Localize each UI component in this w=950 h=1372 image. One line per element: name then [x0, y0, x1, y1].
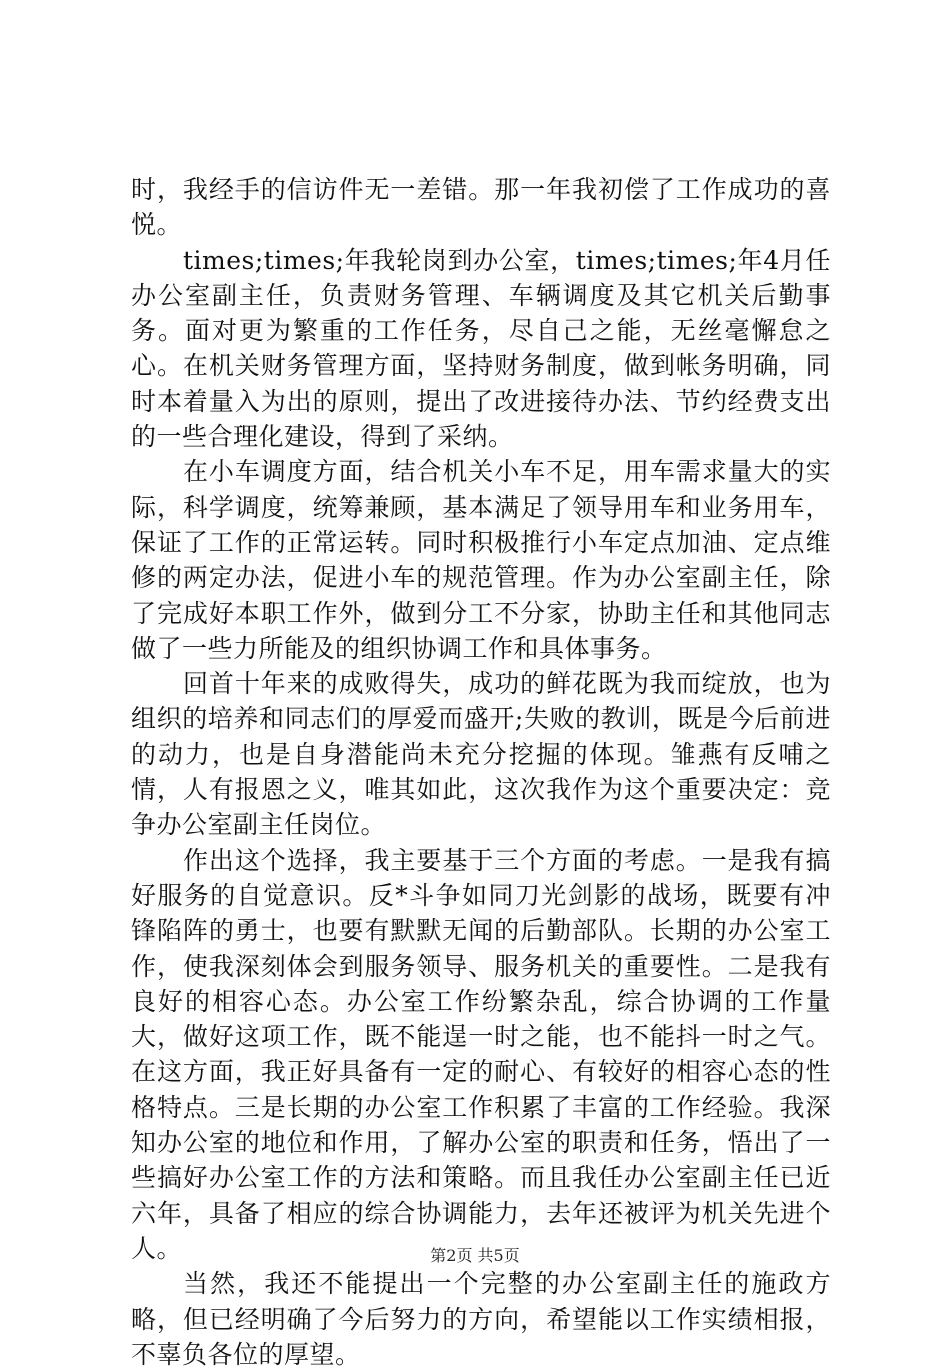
paragraph-1: 时，我经手的信访件无一差错。那一年我初偿了工作成功的喜悦。	[131, 175, 831, 240]
paragraph-3: 在小车调度方面，结合机关小车不足，用车需求量大的实际，科学调度，统筹兼顾，基本满足了领导用车和业务用车，保证了工作的正常运转。同时积极推行小车定点加油、定点维修的两定办法，促进小车的规范管理。作为办公室副主任，除了完成好本职工作外，做到分工不分家，协助主任和其他同志做了一些力所能及的组织协调工作和具体事务。	[131, 457, 831, 663]
paragraph-2: times;times;年我轮岗到办公室，times;times;年4月任办公室副主任，负责财务管理、车辆调度及其它机关后勤事务。面对更为繁重的工作任务，尽自己之能，无丝毫懈怠之心。在机关财务管理方面，坚持财务制度，做到帐务明确，同时本着量入为出的原则，提出了改进接待办法、节约经费支出的一些合理化建设，得到了采纳。	[131, 245, 831, 452]
paragraph-6: 当然，我还不能提出一个完整的办公室副主任的施政方略，但已经明确了今后努力的方向，希望能以工作实绩相报，不辜负各位的厚望。	[131, 1269, 831, 1369]
paragraph-5: 作出这个选择，我主要基于三个方面的考虑。一是我有搞好服务的自觉意识。反*斗争如同刀光剑影的战场，既要有冲锋陷阵的勇士，也要有默默无闻的后勤部队。长期的办公室工作，使我深刻体会到服务领导、服务机关的重要性。二是我有良好的相容心态。办公室工作纷繁杂乱，综合协调的工作量大，做好这项工作，既不能逞一时之能，也不能抖一时之气。在这方面，我正好具备有一定的耐心、有较好的相容心态的性格特点。三是长期的办公室工作积累了丰富的工作经验。我深知办公室的地位和作用，了解办公室的职责和任务，悟出了一些搞好办公室工作的方法和策略。而且我任办公室副主任已近六年，具备了相应的综合协调能力，去年还被评为机关先进个人。	[131, 845, 831, 1263]
document-body	[131, 172, 831, 1372]
page-number-footer: 第2页 共5页	[430, 1246, 520, 1265]
paragraph-4: 回首十年来的成败得失，成功的鲜花既为我而绽放，也为组织的培养和同志们的厚爱而盛开;失败的教训，既是今后前进的动力，也是自身潜能尚未充分挖掘的体现。雏燕有反哺之情，人有报恩之义，唯其如此，这次我作为这个重要决定：竞争办公室副主任岗位。	[131, 669, 831, 840]
